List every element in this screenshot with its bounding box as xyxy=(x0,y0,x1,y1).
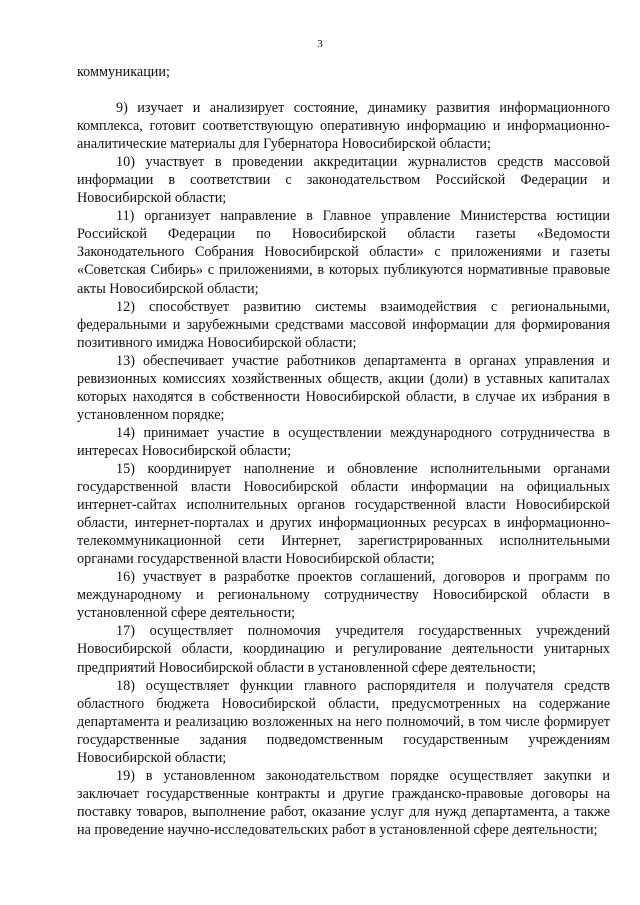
paragraph-item-19: 19) в установленном законодательством порядке осуществляет закупки и заключает государственные контракты и другие гражданско-правовые договоры на поставку товаров, выполнение работ, оказание услуг для нужд департамента, а также на проведение научно-исследовательских работ в установленной сфере деятельности; xyxy=(77,767,610,838)
paragraph-item-13: 13) обеспечивает участие работников департамента в органах управления и ревизионных комиссиях хозяйственных обществ, акции (доли) в уставных капиталах которых находятся в собственности Новосибирской области, в случае их избрания в установленном порядке; xyxy=(77,352,610,423)
paragraph-continuation: коммуникации; xyxy=(77,64,170,80)
paragraph-item-10: 10) участвует в проведении аккредитации журналистов средств массовой информации в соответствии с законодательством Российской Федерации и Новосибирской области; xyxy=(77,154,610,207)
paragraph-item-11: 11) организует направление в Главное управление Министерства юстиции Российской Федерации по Новосибирской области газеты «Ведомости Законодательного Собрания Новосибирской области» с приложениями и газеты «Советская Сибирь» с приложениями, в которых публикуются нормативные правовые акты Новосибирской области; xyxy=(77,208,610,297)
paragraph-item-17: 17) осуществляет полномочия учредителя государственных учреждений Новосибирской области, координацию и регулирование деятельности унитарных предприятий Новосибирской области в установленной сфере деятельности; xyxy=(77,623,610,676)
paragraph-item-15: 15) координирует наполнение и обновление исполнительными органами государственной власти Новосибирской области информации на официальных интернет-сайтах исполнительных органов государственной власти Новосибирской области, интернет-порталах и других информационных ресурсах в информационно-телекоммуникационной сети Интернет, зарегистрированных исполнительными органами государственной власти Новосибирской области; xyxy=(77,460,610,568)
paragraph-item-14: 14) принимает участие в осуществлении международного сотрудничества в интересах Новосибирской области; xyxy=(77,424,610,459)
paragraph-item-18: 18) осуществляет функции главного распорядителя и получателя средств областного бюджета Новосибирской области, предусмотренных на содержание департамента и реализацию возложенных на него полномочий, в том числе формирует государственные задания подведомственным государственным учреждениям Новосибирской области; xyxy=(77,677,610,766)
paragraph-item-12: 12) способствует развитию системы взаимодействия с региональными, федеральными и зарубежными средствами массовой информации для формирования позитивного имиджа Новосибирской области; xyxy=(77,298,610,351)
paragraph-item-9: 9) изучает и анализирует состояние, динамику развития информационного комплекса, готовит соответствующую оперативную информацию и информационно-аналитические материалы для Губернатора Новосибирской области; xyxy=(77,100,610,153)
page-number: 3 xyxy=(317,38,323,50)
document-body xyxy=(77,63,610,839)
paragraph-item-16: 16) участвует в разработке проектов соглашений, договоров и программ по международному и региональному сотрудничеству Новосибирской области в установленной сфере деятельности; xyxy=(77,569,610,622)
